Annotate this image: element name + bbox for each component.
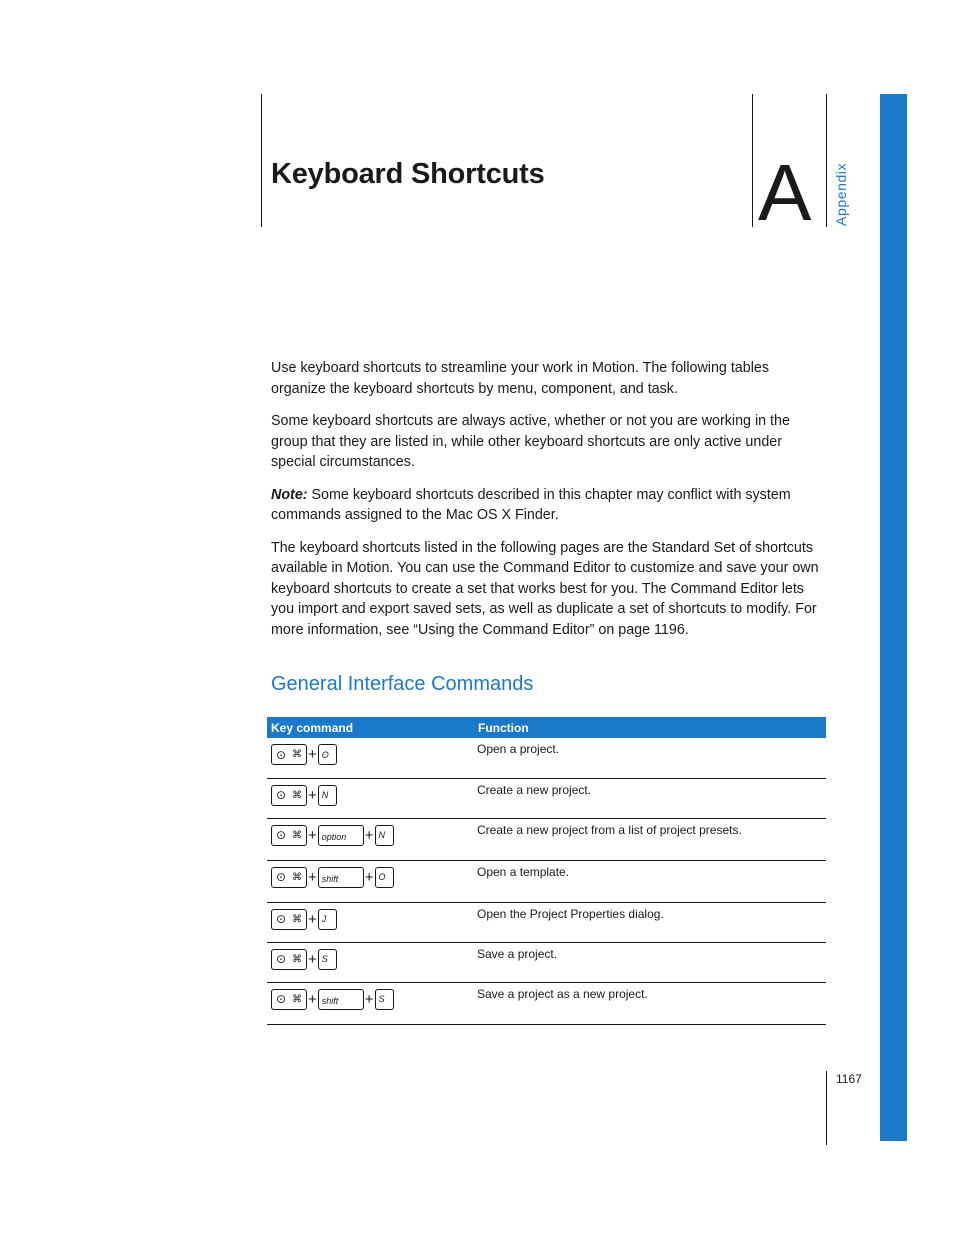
chapter-tab — [880, 94, 907, 1141]
apple-icon: ⊙ — [276, 747, 287, 762]
intro-paragraph: The keyboard shortcuts listed in the following pages are the Standard Set of shortcuts available in Motion. You can use the Command Editor to customize and save your own keyboard shortcuts to create a set that works best for you. The Command Editor lets you import and export saved sets, as well as duplicate a set of shortcuts to modify. For more information, see “Using the Command Editor” on page 1196. — [271, 539, 819, 638]
intro-paragraph: Some keyboard shortcuts are always active, whether or not you are working in the group that they are listed in, while other keyboard shortcuts are only active under special circumstances. — [271, 413, 790, 470]
letter-key: N — [318, 785, 337, 806]
key-command-cell — [267, 942, 474, 982]
apple-icon: ⊙ — [276, 992, 287, 1006]
function-cell: Open the Project Properties dialog. — [474, 902, 826, 942]
column-header-function: Function — [474, 717, 826, 738]
key-combination — [271, 825, 474, 846]
command-icon: ⌘ — [292, 871, 302, 883]
intro-paragraph: Use keyboard shortcuts to streamline your work in Motion. The following tables organize the keyboard shortcuts by menu, component, and task. — [271, 360, 769, 397]
appendix-label — [831, 160, 851, 226]
title-left-rule — [261, 94, 262, 227]
apple-icon: ⊙ — [276, 870, 287, 884]
plus-sign: + — [364, 826, 374, 844]
letter-key: S — [318, 949, 337, 970]
key-combination — [271, 909, 474, 930]
key-command-cell — [267, 982, 474, 1024]
chapter-title: Keyboard Shortcuts — [271, 158, 545, 190]
key-combination — [271, 744, 474, 765]
column-header-key-command: Key command — [267, 717, 474, 738]
plus-sign: + — [308, 746, 317, 763]
function-cell: Save a project. — [474, 942, 826, 982]
key-combination — [271, 785, 474, 806]
table-row — [267, 942, 826, 982]
key-command-cell — [267, 860, 474, 902]
note-label: Note: — [271, 486, 308, 503]
command-icon: ⌘ — [292, 953, 302, 965]
plus-sign: + — [308, 868, 317, 886]
command-icon: ⌘ — [292, 993, 302, 1005]
table-row — [267, 860, 826, 902]
letter-key: S — [375, 989, 394, 1010]
apple-icon: ⊙ — [276, 952, 287, 966]
command-key — [271, 909, 307, 930]
apple-icon: ⊙ — [276, 828, 287, 842]
command-key — [271, 785, 307, 806]
function-cell: Open a project. — [474, 738, 826, 778]
command-key — [271, 744, 307, 765]
section-heading: General Interface Commands — [271, 673, 534, 695]
intro-text — [271, 358, 827, 652]
key-combination — [271, 949, 474, 970]
command-key — [271, 989, 307, 1010]
shortcut-table — [267, 717, 826, 1025]
plus-sign: + — [308, 786, 317, 804]
key-combination — [271, 867, 474, 888]
command-icon: ⌘ — [292, 829, 302, 841]
letter-key: J — [318, 909, 337, 930]
page-number: 1167 — [836, 1072, 862, 1086]
letter-key: O — [375, 867, 394, 888]
command-key — [271, 825, 307, 846]
appendix-letter: A — [758, 148, 812, 237]
shift-key: shift — [318, 867, 364, 888]
function-cell: Create a new project. — [474, 778, 826, 818]
command-key — [271, 949, 307, 970]
table-row — [267, 778, 826, 818]
plus-sign: + — [308, 990, 317, 1008]
plus-sign: + — [364, 990, 374, 1008]
table-row — [267, 818, 826, 860]
command-key — [271, 867, 307, 888]
appendix-label-text: Appendix — [833, 162, 849, 226]
letter-key: N — [375, 825, 394, 846]
table-header-row — [267, 717, 826, 738]
table-body — [267, 738, 826, 1024]
page-number-rule — [826, 1071, 827, 1145]
note-text: Some keyboard shortcuts described in this chapter may conflict with system commands assigned to the Mac OS X Finder. — [271, 486, 791, 523]
key-command-cell — [267, 902, 474, 942]
note-paragraph — [271, 485, 827, 526]
option-key: option — [318, 825, 364, 846]
shift-key: shift — [318, 989, 364, 1010]
key-combination — [271, 989, 474, 1010]
letter-key: O — [318, 744, 337, 765]
apple-icon: ⊙ — [276, 912, 287, 926]
plus-sign: + — [308, 910, 317, 928]
plus-sign: + — [308, 826, 317, 844]
plus-sign: + — [364, 868, 374, 886]
apple-icon: ⊙ — [276, 788, 287, 802]
label-left-rule — [826, 94, 827, 227]
command-icon: ⌘ — [292, 789, 302, 801]
key-command-cell — [267, 738, 474, 778]
key-command-cell — [267, 818, 474, 860]
table-row — [267, 738, 826, 778]
function-cell: Save a project as a new project. — [474, 982, 826, 1024]
letter-left-rule — [752, 94, 753, 227]
command-icon: ⌘ — [292, 749, 302, 760]
function-cell: Create a new project from a list of project presets. — [474, 818, 826, 860]
function-cell: Open a template. — [474, 860, 826, 902]
plus-sign: + — [308, 950, 317, 968]
table-row — [267, 982, 826, 1024]
key-command-cell — [267, 778, 474, 818]
table-row — [267, 902, 826, 942]
command-icon: ⌘ — [292, 913, 302, 925]
